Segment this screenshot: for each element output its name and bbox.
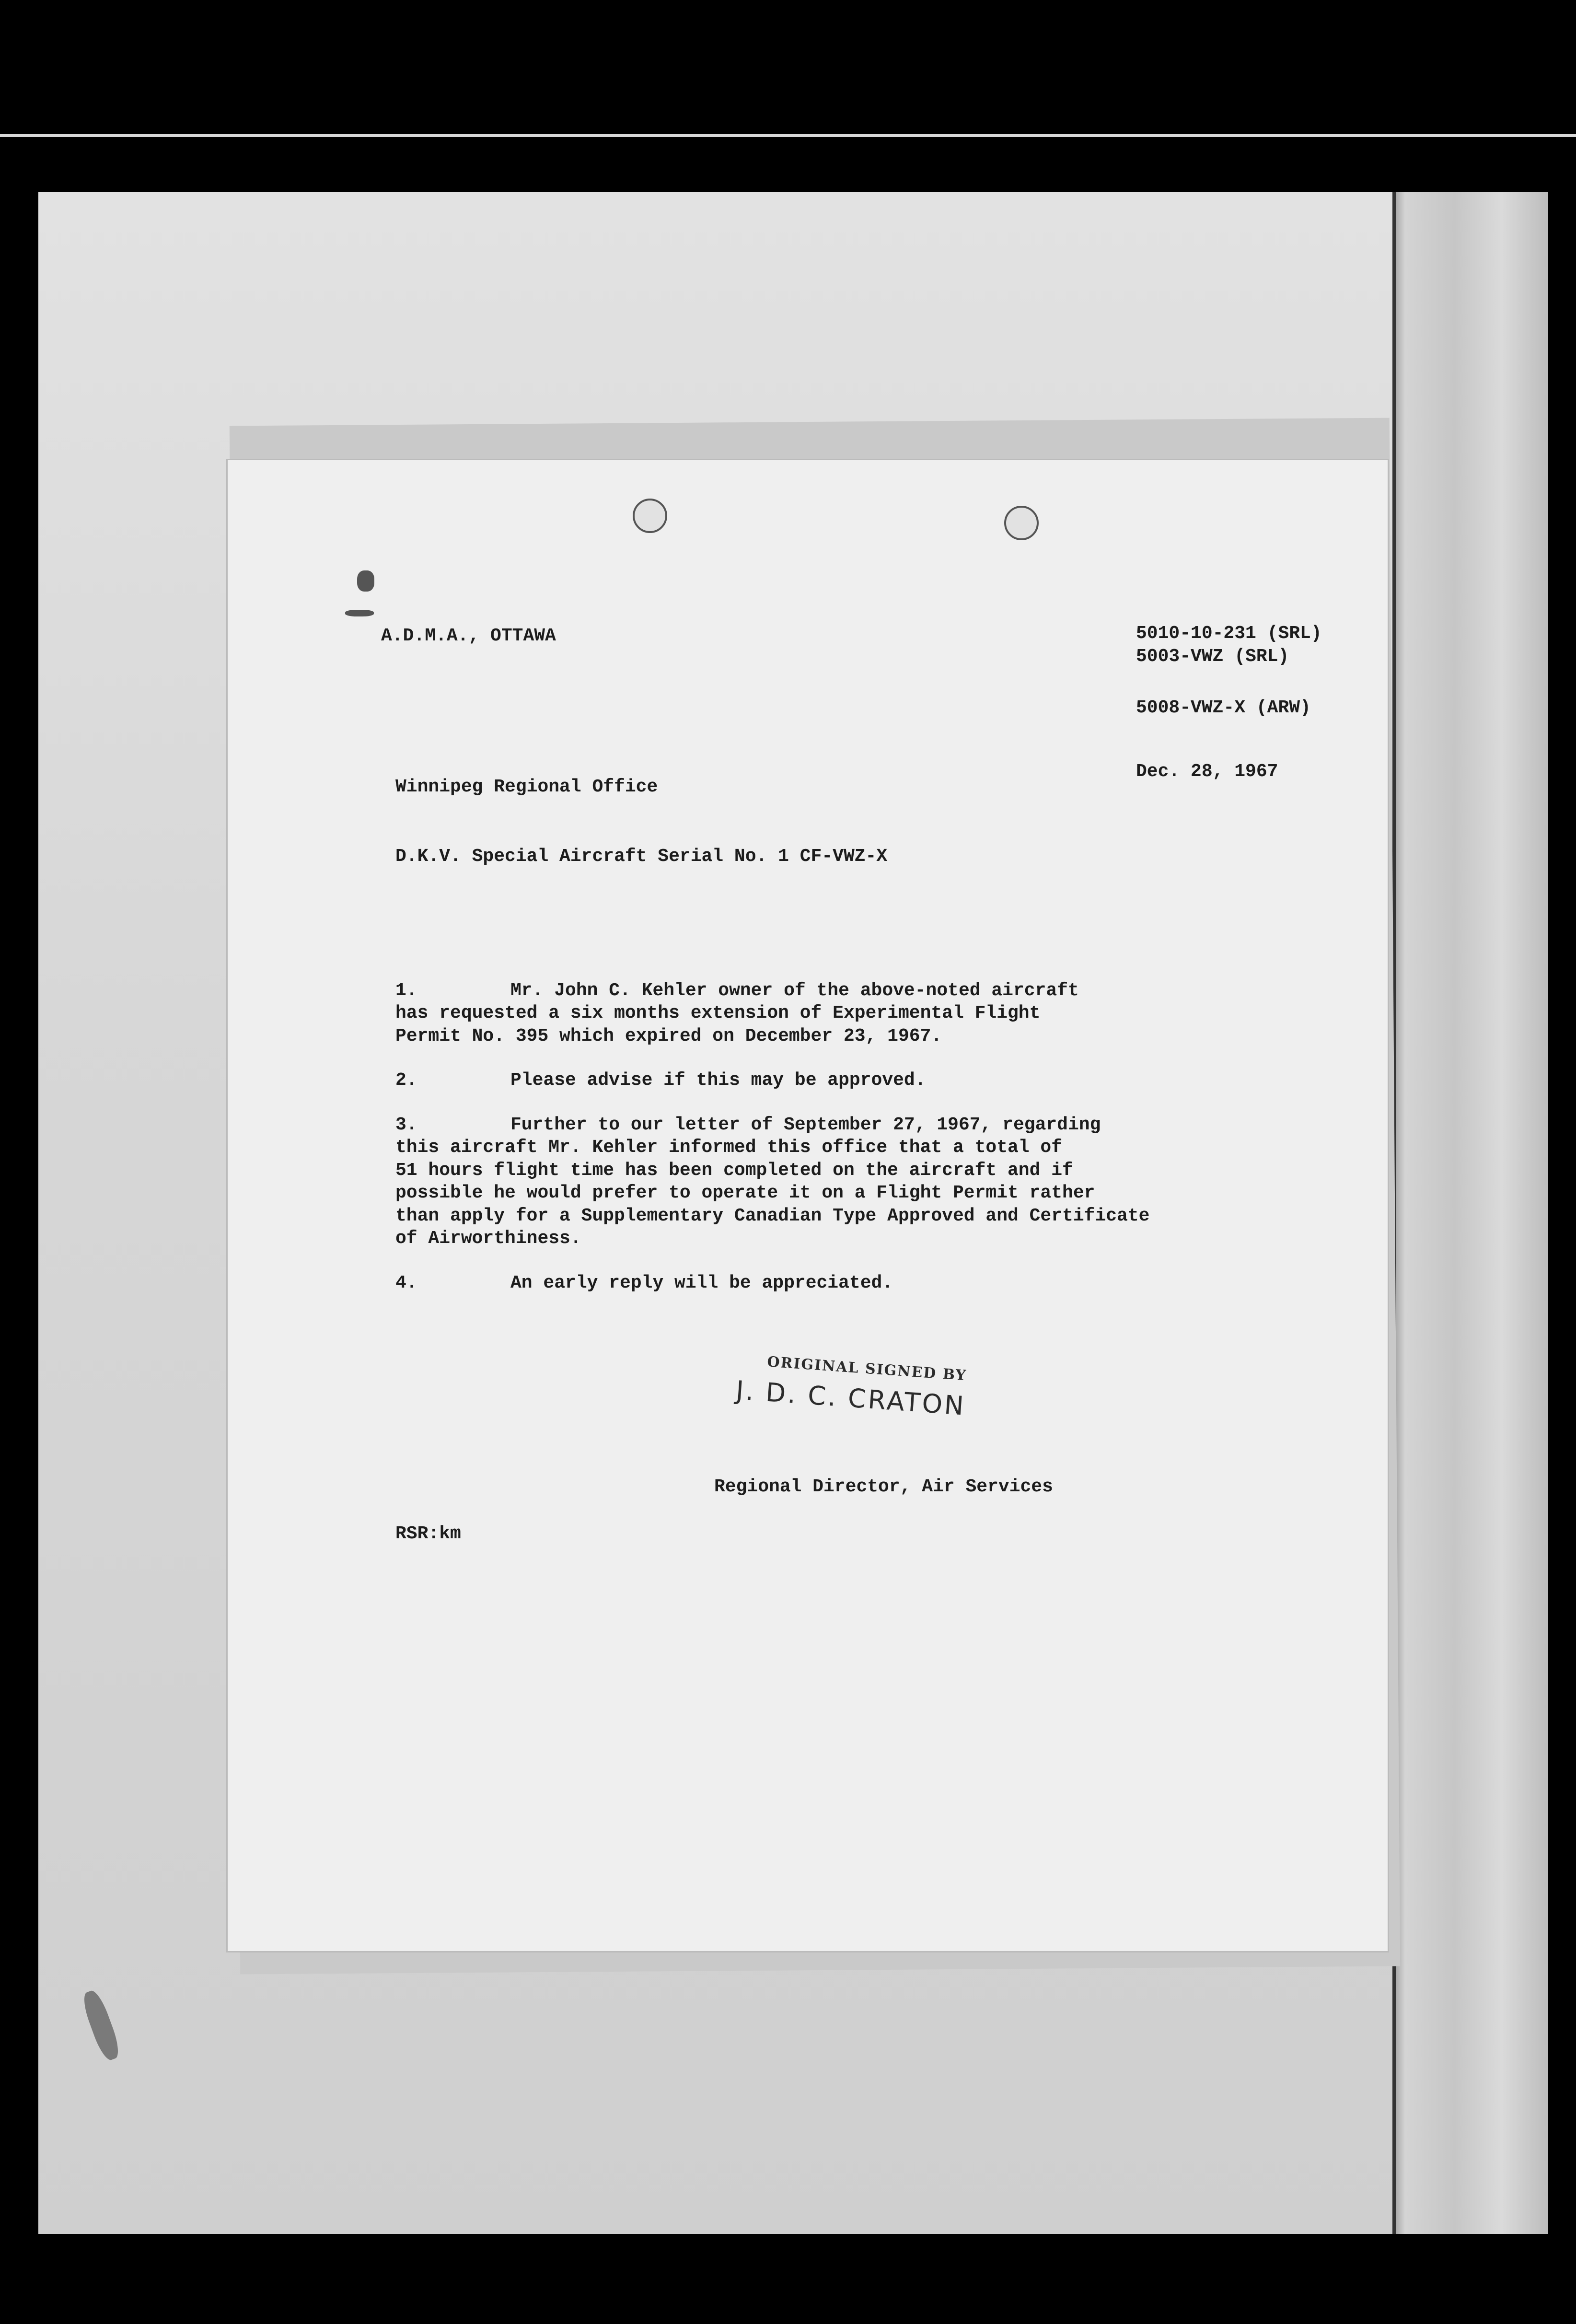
paragraph-line: 51 hours flight time has been completed on the aircraft and if (395, 1160, 1073, 1181)
addressee: A.D.M.A., OTTAWA (381, 626, 556, 646)
paragraph-number: 3. (395, 1115, 417, 1135)
paragraph-number: 1. (395, 980, 417, 1001)
paragraph-line: Permit No. 395 which expired on December 23, 1967. (395, 1026, 942, 1046)
file-reference: 5008-VWZ-X (ARW) (1136, 697, 1311, 718)
paragraph-line: An early reply will be appreciated. (510, 1273, 893, 1293)
paragraph-line: than apply for a Supplementary Canadian Type Approved and Certificate (395, 1206, 1150, 1226)
letter-page (228, 460, 1388, 1951)
punch-hole-left (633, 499, 667, 533)
signature-stamp-header: ORIGINAL SIGNED BY (766, 1353, 968, 1384)
sender-office: Winnipeg Regional Office (395, 777, 658, 797)
signature-stamp-name: J. D. C. CRATON (735, 1375, 967, 1421)
paragraph-line: Further to our letter of September 27, 1967, regarding (510, 1115, 1101, 1135)
paragraph-line: this aircraft Mr. Kehler informed this office that a total of (395, 1137, 1063, 1158)
scan-border-line (0, 134, 1576, 137)
typist-initials: RSR:km (395, 1523, 461, 1544)
ink-smudge (357, 570, 374, 592)
ink-smudge (345, 610, 374, 616)
paragraph-line: possible he would prefer to operate it on a Flight Permit rather (395, 1183, 1095, 1203)
letter-date: Dec. 28, 1967 (1136, 761, 1278, 782)
signature-title: Regional Director, Air Services (714, 1476, 1053, 1497)
paragraph-line: of Airworthiness. (395, 1228, 581, 1249)
paragraph-line: Mr. John C. Kehler owner of the above-noted aircraft (510, 980, 1079, 1001)
paragraph-line: Please advise if this may be approved. (510, 1070, 926, 1091)
paragraph-number: 4. (395, 1273, 417, 1293)
file-reference: 5010-10-231 (SRL) (1136, 623, 1322, 644)
subject-line: D.K.V. Special Aircraft Serial No. 1 CF-VWZ-X (395, 846, 888, 867)
folder-right-edge (1392, 192, 1548, 2234)
paragraph-number: 2. (395, 1070, 417, 1091)
file-reference: 5003-VWZ (SRL) (1136, 646, 1289, 667)
punch-hole-right (1004, 506, 1039, 540)
paragraph-line: has requested a six months extension of Experimental Flight (395, 1003, 1041, 1023)
